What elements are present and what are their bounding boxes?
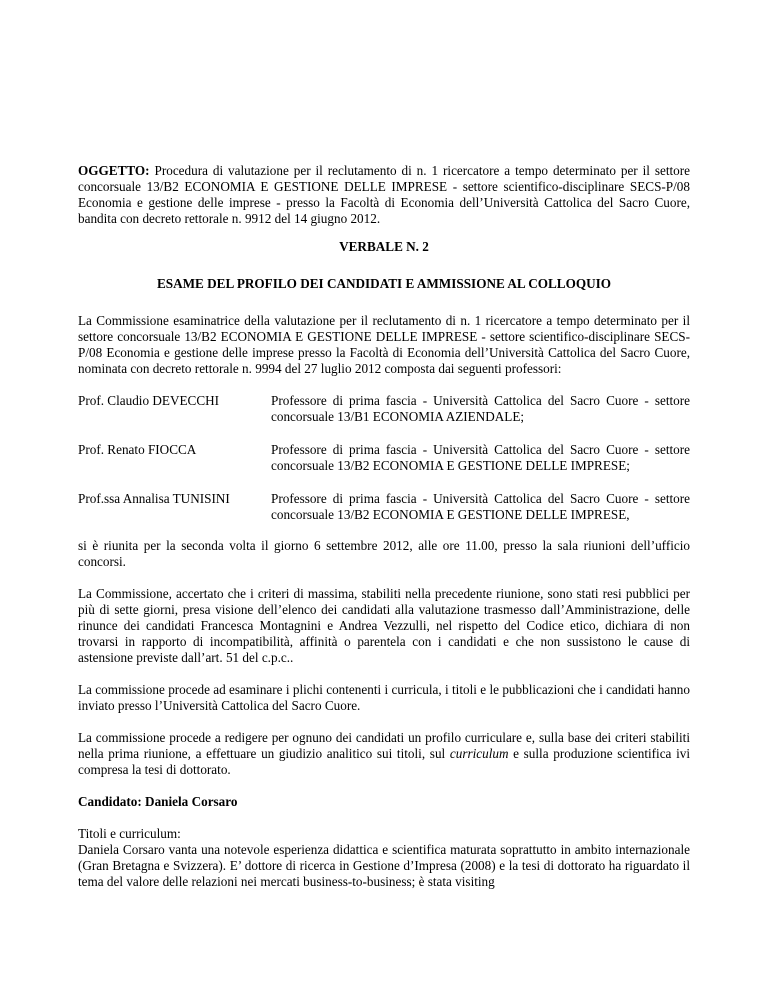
oggetto-label: OGGETTO: (78, 163, 150, 178)
redigere-italic: curriculum (449, 746, 509, 761)
member-row (78, 442, 690, 474)
member-name: Prof.ssa Annalisa TUNISINI (78, 491, 230, 506)
riunita-paragraph: si è riunita per la seconda volta il giorno 6 settembre 2012, alle ore 11.00, presso la sala riunioni dell’ufficio concorsi. (78, 538, 690, 569)
esame-title: ESAME DEL PROFILO DEI CANDIDATI E AMMISSIONE AL COLLOQUIO (156, 276, 612, 291)
oggetto-text: Procedura di valutazione per il reclutamento di n. 1 ricercatore a tempo determinato per il settore concorsuale 13/B2 ECONOMIA E GESTIONE DELLE IMPRESE - settore scientifico-disciplinare SECS-P/08 Economia e gestione delle imprese - presso la Facoltà di Economia dell’Università Cattolica del Sacro Cuore, bandita con decreto rettorale n. 9912 del 14 giugno 2012. (78, 163, 691, 226)
candidate-text: Daniela Corsaro vanta una notevole esperienza didattica e scientifica maturata soprattutto in ambito internazionale (Gran Bretagna e Svizzera). E’ dottore di ricerca in Gestione d’Impresa (2008) e la tesi di dottorato ha riguardato il tema del valore delle relazioni nei mercati business-to-business; è stata visiting (78, 842, 690, 889)
candidate-title: Candidato: Daniela Corsaro (78, 794, 238, 809)
member-description: Professore di prima fascia - Università Cattolica del Sacro Cuore - settore concorsuale 13/B2 ECONOMIA E GESTIONE DELLE IMPRESE; (271, 442, 690, 473)
member-row (78, 491, 690, 523)
commission-members (78, 393, 690, 523)
intro-paragraph: La Commissione esaminatrice della valutazione per il reclutamento di n. 1 ricercatore a tempo determinato per il settore concorsuale 13/B2 ECONOMIA E GESTIONE DELLE IMPRESE - settore scientifico-disciplinare SECS-P/08 Economia e gestione delle imprese presso la Facoltà di Economia dell’Università Cattolica del Sacro Cuore, nominata con decreto rettorale n. 9994 del 27 luglio 2012 composta dai seguenti professori: (78, 313, 690, 376)
candidate-titoli-label: Titoli e curriculum: (78, 826, 181, 841)
redigere-text-after: e sulla produzione scientifica ivi compresa la tesi di dottorato. (78, 746, 690, 777)
plichi-paragraph: La commissione procede ad esaminare i plichi contenenti i curricula, i titoli e le pubblicazioni che i candidati hanno inviato presso l’Università Cattolica del Sacro Cuore. (78, 682, 690, 713)
member-name: Prof. Claudio DEVECCHI (78, 393, 220, 408)
accertato-paragraph: La Commissione, accertato che i criteri di massima, stabiliti nella precedente riunione, sono stati resi pubblici per più di sette giorni, presa visione dell’elenco dei candidati alla valutazione trasmesso dall’Amministrazione, delle rinunce dei candidati Francesca Montagnini e Andrea Vezzulli, nel rispetto del Codice etico, dichiara di non trovarsi in rapporto di incompatibilità, affinità o parentela con i candidati e che non sussistono le cause di astensione previste dall’art. 51 del c.p.c.. (78, 586, 690, 665)
member-description: Professore di prima fascia - Università Cattolica del Sacro Cuore - settore concorsuale 13/B2 ECONOMIA E GESTIONE DELLE IMPRESE, (271, 491, 690, 522)
redigere-paragraph (78, 730, 690, 778)
member-row (78, 393, 690, 425)
verbale-title: VERBALE N. 2 (339, 239, 429, 254)
redigere-text-before: La commissione procede a redigere per ognuno dei candidati un profilo curriculare e, sulla base dei criteri stabiliti nella prima riunione, a effettuare un giudizio analitico sui titoli, sul (78, 730, 690, 761)
oggetto-paragraph (78, 163, 690, 227)
member-name: Prof. Renato FIOCCA (78, 442, 197, 457)
document-page (78, 163, 690, 890)
member-description: Professore di prima fascia - Università Cattolica del Sacro Cuore - settore concorsuale 13/B1 ECONOMIA AZIENDALE; (271, 393, 690, 424)
